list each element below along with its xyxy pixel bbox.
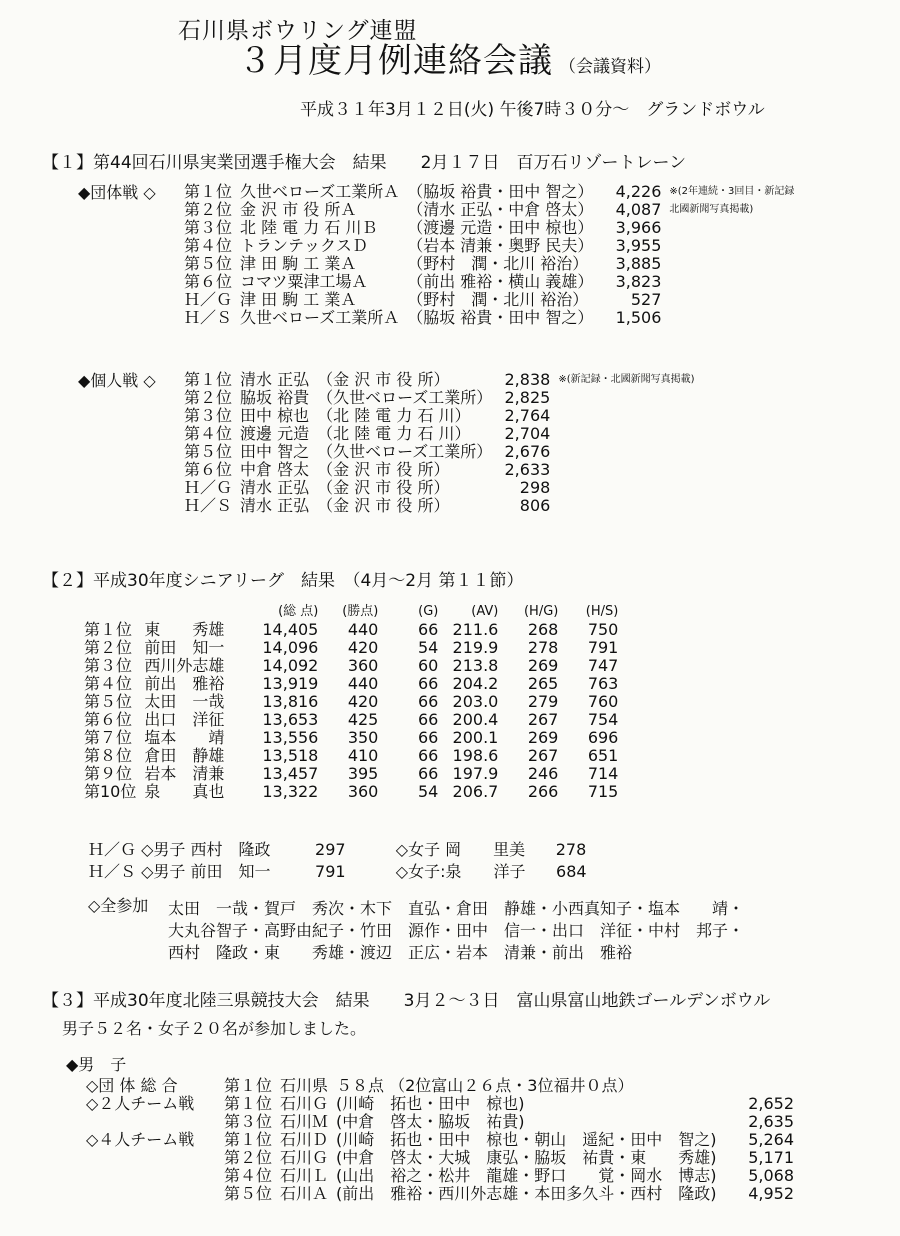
hg-female: ◇女子 岡 里美 — [395, 840, 526, 859]
score: 2,838 — [504, 370, 551, 389]
score: 2,764 — [504, 406, 551, 425]
rank: 第３位 — [184, 406, 233, 425]
team-name: 津 田 駒 工 業Ａ — [240, 290, 357, 309]
high-series: 651 — [587, 746, 619, 765]
section3-heading: 【３】平成30年度北陸三県競技大会 結果 3月２〜３日 富山県富山地鉄ゴールデンボウル — [42, 991, 771, 1011]
team-name: 久世ベローズ工業所Ａ — [240, 182, 400, 201]
average: 206.7 — [452, 782, 499, 801]
score: 2,825 — [504, 388, 551, 407]
members: （野村 潤・北川 裕治） — [407, 254, 589, 273]
rank: Ｈ／Ｇ — [184, 290, 233, 309]
section1-heading: 【１】第44回石川県実業団選手権大会 結果 2月１７日 百万石リゾートレーン — [42, 153, 687, 173]
rank: 第１位 — [84, 620, 133, 639]
organization-name: 石川県ボウリング連盟 — [178, 18, 418, 44]
column-header: (総 点) — [278, 604, 319, 619]
high-game: 268 — [527, 620, 559, 639]
individual-row — [184, 461, 703, 479]
player-name: 清水 正弘 — [240, 496, 310, 515]
note — [558, 443, 702, 461]
high-game: 267 — [527, 746, 559, 765]
rank: 第２位 — [84, 638, 133, 657]
team-row — [184, 255, 802, 273]
category: ◇２人チーム戦 — [86, 1094, 195, 1113]
average: 211.6 — [452, 620, 499, 639]
games: 66 — [418, 710, 439, 729]
individual-row — [184, 497, 703, 515]
rank: 第２位 — [224, 1148, 273, 1167]
rank: 第２位 — [184, 200, 233, 219]
total-points: 13,518 — [262, 746, 319, 765]
all-line: 西村 隆政・東 秀雄・渡辺 正広・岩本 清兼・前出 雅裕 — [168, 943, 633, 962]
note: ※(2年連続・3回目・新記録 — [669, 186, 795, 197]
win-points: 440 — [347, 674, 379, 693]
player-name: 太田 一哉 — [144, 692, 225, 711]
score: 3,885 — [615, 254, 662, 273]
team: 石川Ａ — [280, 1184, 329, 1203]
note: 北國新聞写真掲載) — [669, 204, 754, 215]
note — [669, 309, 802, 327]
rank: 第５位 — [84, 692, 133, 711]
win-points: 360 — [347, 782, 379, 801]
score: 2,676 — [504, 442, 551, 461]
column-header: (H/G) — [523, 604, 559, 619]
total-points: 13,653 — [262, 710, 319, 729]
high-series: 750 — [587, 620, 619, 639]
rank: 第６位 — [184, 272, 233, 291]
team-row — [184, 309, 802, 327]
team-label: ◆団体戦 ◇ — [78, 183, 156, 202]
rank: 第１位 — [224, 1130, 273, 1149]
score: 2,633 — [504, 460, 551, 479]
rank: 第３位 — [84, 656, 133, 675]
note — [669, 237, 802, 255]
player-name: 中倉 啓太 — [240, 460, 310, 479]
rank: 第８位 — [84, 746, 133, 765]
score: 5,068 — [748, 1166, 795, 1185]
win-points: 425 — [347, 710, 379, 729]
note — [558, 479, 702, 497]
column-header: (G) — [418, 604, 439, 619]
rank: 第７位 — [84, 728, 133, 747]
note — [558, 461, 702, 479]
high-game: 246 — [527, 764, 559, 783]
player-name: 岩本 清兼 — [144, 764, 225, 783]
win-points: 410 — [347, 746, 379, 765]
high-series: 715 — [587, 782, 619, 801]
team-row — [184, 291, 802, 309]
all-line: 大丸谷智子・高野由紀子・竹田 源作・田中 信一・出口 洋征・中村 邦子・ — [168, 921, 745, 940]
rank: 第５位 — [184, 254, 233, 273]
senior-league-table — [84, 603, 626, 801]
high-game: 269 — [527, 728, 559, 747]
high-series: 696 — [587, 728, 619, 747]
rank: 第４位 — [184, 424, 233, 443]
individual-row — [184, 443, 703, 461]
score: 5,264 — [748, 1130, 795, 1149]
senior-row — [84, 711, 626, 729]
hs-line — [88, 864, 587, 880]
hokuriku-row — [86, 1113, 802, 1131]
games: 66 — [418, 674, 439, 693]
members: （清水 正弘・中倉 啓太） — [407, 200, 594, 219]
average: 203.0 — [452, 692, 499, 711]
section3-intro: 男子５２名・女子２０名が参加しました。 — [62, 1019, 367, 1038]
average: 213.8 — [452, 656, 499, 675]
members: （前出 雅裕・横山 義雄） — [407, 272, 594, 291]
team-name: 久世ベローズ工業所Ａ — [240, 308, 400, 327]
score: 5,171 — [748, 1148, 795, 1167]
high-series: 754 — [587, 710, 619, 729]
note — [558, 407, 702, 425]
high-game: 266 — [527, 782, 559, 801]
average: 204.2 — [452, 674, 499, 693]
individual-row — [184, 425, 703, 443]
total-points: 13,919 — [262, 674, 319, 693]
high-series: 763 — [587, 674, 619, 693]
rank: 第６位 — [184, 460, 233, 479]
total-points: 13,556 — [262, 728, 319, 747]
hokuriku-row — [86, 1095, 802, 1113]
category: ◇４人チーム戦 — [86, 1130, 195, 1149]
club: （金 沢 市 役 所） — [317, 496, 450, 515]
senior-row — [84, 621, 626, 639]
rank: 第６位 — [84, 710, 133, 729]
score: 4,087 — [615, 200, 662, 219]
win-points: 420 — [347, 692, 379, 711]
individual-row — [184, 407, 703, 425]
score: 3,955 — [615, 236, 662, 255]
average: 198.6 — [452, 746, 499, 765]
all-line: 太田 一哉・賀戸 秀次・木下 直弘・倉田 静雄・小西真知子・塩本 靖・ — [168, 899, 745, 918]
rank: 第３位 — [184, 218, 233, 237]
individual-row — [184, 371, 703, 389]
high-series: 760 — [587, 692, 619, 711]
column-header: (H/S) — [585, 604, 619, 619]
hg-female-score: 278 — [555, 840, 587, 859]
rank: 第４位 — [184, 236, 233, 255]
player-name: 清水 正弘 — [240, 370, 310, 389]
detail: ５８点 （2位富山２６点・3位福井０点） — [336, 1076, 634, 1095]
team-row — [184, 273, 802, 291]
hs-male-score: 791 — [315, 862, 346, 881]
win-points: 440 — [347, 620, 379, 639]
detail: (川崎 拓也・田中 椋也・朝山 遥紀・田中 智之) — [336, 1130, 717, 1149]
score: 2,652 — [748, 1094, 795, 1113]
total-points: 14,405 — [262, 620, 319, 639]
detail: (山出 裕之・松井 龍雄・野口 覚・岡水 博志) — [336, 1166, 717, 1185]
team-row — [184, 219, 802, 237]
members: （渡邊 元造・田中 椋也） — [407, 218, 594, 237]
team-results — [184, 183, 802, 327]
category — [86, 1167, 224, 1185]
rank: 第５位 — [224, 1184, 273, 1203]
hg-line — [88, 842, 586, 858]
rank: 第１位 — [184, 370, 233, 389]
note — [558, 389, 702, 407]
games: 54 — [418, 638, 439, 657]
category — [86, 1185, 224, 1203]
members: （脇坂 裕貴・田中 智之） — [407, 308, 594, 327]
rank: 第１位 — [184, 182, 233, 201]
player-name: 脇坂 裕貴 — [240, 388, 310, 407]
category — [86, 1149, 224, 1167]
male-label: ◆男 子 — [66, 1055, 127, 1074]
detail: (中倉 啓太・大城 康弘・脇坂 祐貴・東 秀雄) — [336, 1148, 717, 1167]
hokuriku-row — [86, 1149, 802, 1167]
rank: 第４位 — [84, 674, 133, 693]
hokuriku-row — [86, 1131, 802, 1149]
hs-female-score: 684 — [556, 862, 587, 881]
high-game: 269 — [527, 656, 559, 675]
team-name: 津 田 駒 工 業Ａ — [240, 254, 357, 273]
team-name: トランテックスＤ — [240, 236, 368, 255]
rank: 第１位 — [224, 1094, 273, 1113]
all-participation-list — [168, 898, 744, 964]
team: 石川Ｇ — [280, 1094, 329, 1113]
club: （久世ベローズ工業所） — [317, 442, 493, 461]
section2-heading: 【２】平成30年度シニアリーグ 結果 （4月〜2月 第１１節） — [42, 571, 524, 591]
team-name: 金 沢 市 役 所Ａ — [240, 200, 357, 219]
score — [744, 1077, 802, 1095]
individual-row — [184, 389, 703, 407]
player-name: 泉 真也 — [144, 782, 225, 801]
team-row — [184, 237, 802, 255]
rank: 第10位 — [84, 782, 137, 801]
team: 石川県 — [280, 1076, 329, 1095]
win-points: 395 — [347, 764, 379, 783]
player-name: 前出 雅裕 — [144, 674, 225, 693]
senior-row — [84, 747, 626, 765]
senior-row — [84, 765, 626, 783]
hs-female: ◇女子:泉 洋子 — [395, 862, 526, 881]
hs-label: Ｈ／Ｓ ◇男子 前田 知一 — [88, 862, 271, 881]
team-name: 北 陸 電 力 石 川Ｂ — [240, 218, 378, 237]
player-name: 清水 正弘 — [240, 478, 310, 497]
column-header: (AV) — [471, 604, 499, 619]
games: 66 — [418, 620, 439, 639]
team-row — [184, 183, 802, 201]
high-series: 747 — [587, 656, 619, 675]
hg-male-score: 297 — [315, 840, 346, 859]
club: （金 沢 市 役 所） — [317, 460, 450, 479]
hokuriku-row — [86, 1077, 802, 1095]
average: 219.9 — [452, 638, 499, 657]
members: （野村 潤・北川 裕治） — [407, 290, 589, 309]
games: 66 — [418, 728, 439, 747]
player-name: 塩本 靖 — [144, 728, 225, 747]
senior-row — [84, 693, 626, 711]
senior-row — [84, 639, 626, 657]
player-name: 渡邊 元造 — [240, 424, 310, 443]
games: 60 — [418, 656, 439, 675]
rank: 第２位 — [184, 388, 233, 407]
team: 石川Ｄ — [280, 1130, 329, 1149]
note — [558, 425, 702, 443]
title-note: （会議資料） — [559, 57, 661, 77]
games: 54 — [418, 782, 439, 801]
club: （金 沢 市 役 所） — [317, 370, 450, 389]
individual-results — [184, 371, 703, 515]
score: 2,704 — [504, 424, 551, 443]
score: 527 — [630, 290, 662, 309]
score: 2,635 — [748, 1112, 795, 1131]
high-series: 791 — [587, 638, 619, 657]
detail: (川崎 拓也・田中 椋也) — [336, 1094, 525, 1113]
club: （北 陸 電 力 石 川） — [317, 406, 471, 425]
high-game: 278 — [527, 638, 559, 657]
all-participation-label: ◇全参加 — [88, 896, 149, 915]
spacer — [144, 603, 262, 621]
note — [669, 255, 802, 273]
note: ※(新記録・北國新聞写真掲載) — [558, 374, 695, 385]
average: 200.4 — [452, 710, 499, 729]
rank: 第４位 — [224, 1166, 273, 1185]
team: 石川Ｌ — [280, 1166, 329, 1185]
rank: Ｈ／Ｓ — [184, 496, 233, 515]
individual-label: ◆個人戦 ◇ — [78, 371, 156, 390]
high-game: 279 — [527, 692, 559, 711]
rank: 第５位 — [184, 442, 233, 461]
score: 4,952 — [748, 1184, 795, 1203]
player-name: 前田 知一 — [144, 638, 225, 657]
note — [558, 497, 702, 515]
player-name: 西川外志雄 — [144, 656, 225, 675]
high-game: 267 — [527, 710, 559, 729]
detail: (中倉 啓太・脇坂 祐貴) — [336, 1112, 525, 1131]
score: 298 — [519, 478, 551, 497]
column-header: (勝点) — [342, 604, 379, 619]
games: 66 — [418, 764, 439, 783]
games: 66 — [418, 692, 439, 711]
spacer — [84, 603, 144, 621]
page-title — [238, 41, 661, 81]
rank: Ｈ／Ｓ — [184, 308, 233, 327]
total-points: 14,092 — [262, 656, 319, 675]
win-points: 350 — [347, 728, 379, 747]
average: 197.9 — [452, 764, 499, 783]
rank: 第１位 — [224, 1076, 273, 1095]
high-series: 714 — [587, 764, 619, 783]
members: （脇坂 裕貴・田中 智之） — [407, 182, 594, 201]
club: （金 沢 市 役 所） — [317, 478, 450, 497]
games: 66 — [418, 746, 439, 765]
rank: Ｈ／Ｇ — [184, 478, 233, 497]
total-points: 14,096 — [262, 638, 319, 657]
hokuriku-row — [86, 1185, 802, 1203]
score: 4,226 — [615, 182, 662, 201]
team: 石川Ｍ — [280, 1112, 329, 1131]
team: 石川Ｇ — [280, 1148, 329, 1167]
meeting-date: 平成３１年3月１２日(火) 午後7時３０分〜 グランドボウル — [300, 100, 765, 120]
player-name: 東 秀雄 — [144, 620, 225, 639]
score: 3,966 — [615, 218, 662, 237]
win-points: 360 — [347, 656, 379, 675]
player-name: 田中 椋也 — [240, 406, 310, 425]
total-points: 13,457 — [262, 764, 319, 783]
category: ◇団 体 総 合 — [86, 1076, 178, 1095]
win-points: 420 — [347, 638, 379, 657]
score: 1,506 — [615, 308, 662, 327]
members: （岩本 清兼・奥野 民夫） — [407, 236, 594, 255]
hokuriku-results — [86, 1077, 802, 1203]
hg-label: Ｈ／Ｇ ◇男子 西村 隆政 — [88, 840, 271, 859]
total-points: 13,322 — [262, 782, 319, 801]
rank: 第９位 — [84, 764, 133, 783]
note — [669, 291, 802, 309]
score: 806 — [519, 496, 551, 515]
rank: 第３位 — [224, 1112, 273, 1131]
team-row — [184, 201, 802, 219]
club: （久世ベローズ工業所） — [317, 388, 493, 407]
senior-row — [84, 657, 626, 675]
average: 200.1 — [452, 728, 499, 747]
senior-row — [84, 675, 626, 693]
player-name: 出口 洋征 — [144, 710, 225, 729]
category — [86, 1113, 224, 1131]
note — [669, 219, 802, 237]
title-text: ３月度月例連絡会議 — [238, 41, 553, 81]
detail: (前出 雅裕・西川外志雄・本田多久斗・西村 隆政) — [336, 1184, 717, 1203]
score: 3,823 — [615, 272, 662, 291]
total-points: 13,816 — [262, 692, 319, 711]
senior-row — [84, 783, 626, 801]
note — [669, 273, 802, 291]
individual-row — [184, 479, 703, 497]
high-game: 265 — [527, 674, 559, 693]
senior-row — [84, 729, 626, 747]
player-name: 倉田 静雄 — [144, 746, 225, 765]
hokuriku-row — [86, 1167, 802, 1185]
player-name: 田中 智之 — [240, 442, 310, 461]
club: （北 陸 電 力 石 川） — [317, 424, 471, 443]
team-name: コマツ粟津工場Ａ — [240, 272, 368, 291]
